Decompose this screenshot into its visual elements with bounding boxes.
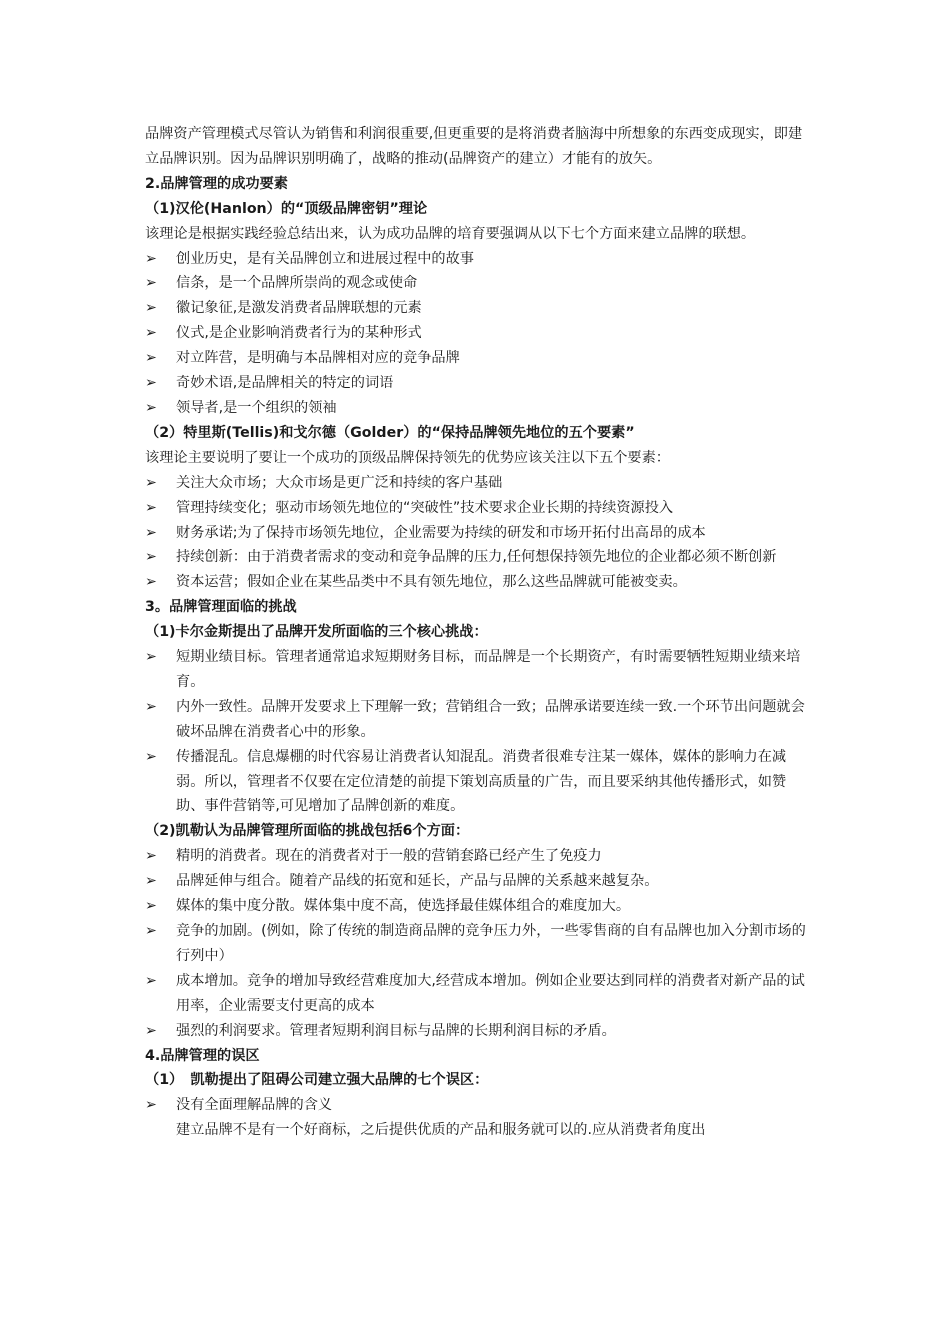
section-heading: （2）特里斯(Tellis)和戈尔德（Golder）的“保持品牌领先地位的五个要素” (145, 424, 635, 441)
bullet-list-item (145, 521, 810, 546)
bullet-text: 信条，是一个品牌所崇尚的观念或使命 (176, 275, 418, 292)
bullet-text: 成本增加。竞争的增加导致经营难度加大,经营成本增加。例如企业要达到同样的消费者对新产品的试用率，企业需要支付更高的成本 (176, 972, 805, 1014)
bullet-arrow-icon: ➢ (145, 524, 157, 541)
section-heading: 2.品牌管理的成功要素 (145, 175, 288, 192)
bullet-list-item (145, 570, 810, 595)
bullet-text: 传播混乱。信息爆棚的时代容易让消费者认知混乱。消费者很难专注某一媒体，媒体的影响力在减弱。所以，管理者不仅要在定位清楚的前提下策划高质量的广告，而且要采纳其他传播形式，如赞助、事件营销等,可见增加了品牌创新的难度。 (176, 748, 787, 815)
bullet-text: 竞争的加剧。(例如，除了传统的制造商品牌的竞争压力外，一些零售商的自有品牌也加入分割市场的行列中） (176, 923, 806, 964)
bullet-text: 创业历史，是有关品牌创立和进展过程中的故事 (176, 250, 474, 267)
bullet-list-item (145, 1019, 810, 1044)
bullet-text: 财务承诺;为了保持市场领先地位，企业需要为持续的研发和市场开拓付出高昂的成本 (176, 524, 706, 541)
bullet-arrow-icon: ➢ (145, 250, 157, 267)
bullet-list-item (145, 471, 810, 496)
bullet-list-item (145, 271, 810, 296)
bullet-arrow-icon: ➢ (145, 873, 157, 890)
body-paragraph: 该理论是根据实践经验总结出来，认为成功品牌的培育要强调从以下七个方面来建立品牌的联想。 (145, 225, 756, 242)
bullet-arrow-icon: ➢ (145, 549, 157, 566)
bullet-list-item (145, 919, 810, 969)
bullet-list-item (145, 869, 810, 894)
bullet-text: 领导者,是一个组织的领袖 (176, 399, 337, 416)
bullet-arrow-icon: ➢ (145, 275, 157, 292)
bullet-list-item (145, 346, 810, 371)
bullet-arrow-icon: ➢ (145, 300, 157, 317)
bullet-text: 没有全面理解品牌的含义 (176, 1097, 333, 1114)
bullet-text: 对立阵营，是明确与本品牌相对应的竞争品牌 (176, 350, 460, 367)
bullet-text: 短期业绩目标。管理者通常追求短期财务目标，而品牌是一个长期资产，有时需要牺牲短期业绩来培育。 (176, 649, 801, 690)
bullet-arrow-icon: ➢ (145, 649, 157, 666)
bullet-list-item (145, 1093, 810, 1118)
bullet-arrow-icon: ➢ (145, 923, 157, 939)
bullet-arrow-icon: ➢ (145, 399, 157, 416)
bullet-list-item (145, 894, 810, 919)
bullet-arrow-icon: ➢ (145, 1022, 157, 1039)
bullet-text: 管理持续变化；驱动市场领先地位的“突破性”技术要求企业长期的持续资源投入 (176, 499, 674, 516)
bullet-list-item (145, 321, 810, 346)
bullet-arrow-icon: ➢ (145, 698, 157, 715)
bullet-list-item (145, 545, 810, 570)
bullet-text: 内外一致性。品牌开发要求上下理解一致；营销组合一致；品牌承诺要连续一致.一个环节出问题就会破坏品牌在消费者心中的形象。 (176, 698, 805, 740)
bullet-arrow-icon: ➢ (145, 574, 157, 591)
bullet-text: 关注大众市场；大众市场是更广泛和持续的客户基础 (176, 474, 503, 491)
section-heading: （1)汉伦(Hanlon）的“顶级品牌密钥”理论 (145, 200, 428, 217)
bullet-arrow-icon: ➢ (145, 1097, 157, 1114)
bullet-arrow-icon: ➢ (145, 748, 157, 765)
bullet-list-item (145, 969, 810, 1019)
bullet-list-item (145, 296, 810, 321)
bullet-text: 品牌延伸与组合。随着产品线的拓宽和延长，产品与品牌的关系越来越复杂。 (176, 873, 659, 890)
bullet-text: 徽记象征,是激发消费者品牌联想的元素 (176, 300, 422, 317)
section-heading: 4.品牌管理的误区 (145, 1047, 260, 1064)
bullet-list-item (145, 844, 810, 869)
bullet-list-item (145, 396, 810, 421)
section-heading: （1） 凯勒提出了阻碍公司建立强大品牌的七个误区： (145, 1072, 489, 1089)
bullet-text: 强烈的利润要求。管理者短期利润目标与品牌的长期利润目标的矛盾。 (176, 1022, 616, 1039)
bullet-arrow-icon: ➢ (145, 898, 157, 915)
bullet-list-item (145, 695, 810, 745)
bullet-arrow-icon: ➢ (145, 350, 157, 367)
section-heading: 3。品牌管理面临的挑战 (145, 599, 297, 616)
bullet-text: 仪式,是企业影响消费者行为的某种形式 (176, 325, 422, 342)
bullet-text: 媒体的集中度分散。媒体集中度不高，使选择最佳媒体组合的难度加大。 (176, 898, 631, 915)
bullet-list-item (145, 496, 810, 521)
bullet-list-item (145, 645, 810, 695)
bullet-arrow-icon: ➢ (145, 474, 157, 491)
bullet-arrow-icon: ➢ (145, 848, 157, 865)
bullet-list-item (145, 371, 810, 396)
bullet-arrow-icon: ➢ (145, 325, 157, 342)
bullet-list-item (145, 247, 810, 272)
section-heading: （1)卡尔金斯提出了品牌开发所面临的三个核心挑战： (145, 624, 488, 641)
bullet-text: 精明的消费者。现在的消费者对于一般的营销套路已经产生了免疫力 (176, 848, 602, 865)
body-paragraph: 品牌资产管理模式尽管认为销售和利润很重要,但更重要的是将消费者脑海中所想象的东西变成现实，即建立品牌识别。因为品牌识别明确了，战略的推动(品牌资产的建立）才能有的放矢。 (145, 126, 803, 167)
bullet-arrow-icon: ➢ (145, 375, 157, 392)
body-paragraph: 该理论主要说明了要让一个成功的顶级品牌保持领先的优势应该关注以下五个要素： (145, 449, 670, 466)
section-heading: （2)凯勒认为品牌管理所面临的挑战包括6个方面： (145, 823, 470, 840)
bullet-text: 资本运营；假如企业在某些品类中不具有领先地位，那么这些品牌就可能被变卖。 (176, 574, 687, 591)
indented-paragraph: 建立品牌不是有一个好商标，之后提供优质的产品和服务就可以的.应从消费者角度出 (176, 1122, 706, 1139)
document-body (145, 122, 810, 1143)
bullet-text: 奇妙术语,是品牌相关的特定的词语 (176, 375, 394, 392)
bullet-list-item (145, 745, 810, 820)
bullet-arrow-icon: ➢ (145, 499, 157, 516)
bullet-arrow-icon: ➢ (145, 972, 157, 989)
bullet-text: 持续创新：由于消费者需求的变动和竞争品牌的压力,任何想保持领先地位的企业都必须不断创新 (176, 549, 777, 566)
